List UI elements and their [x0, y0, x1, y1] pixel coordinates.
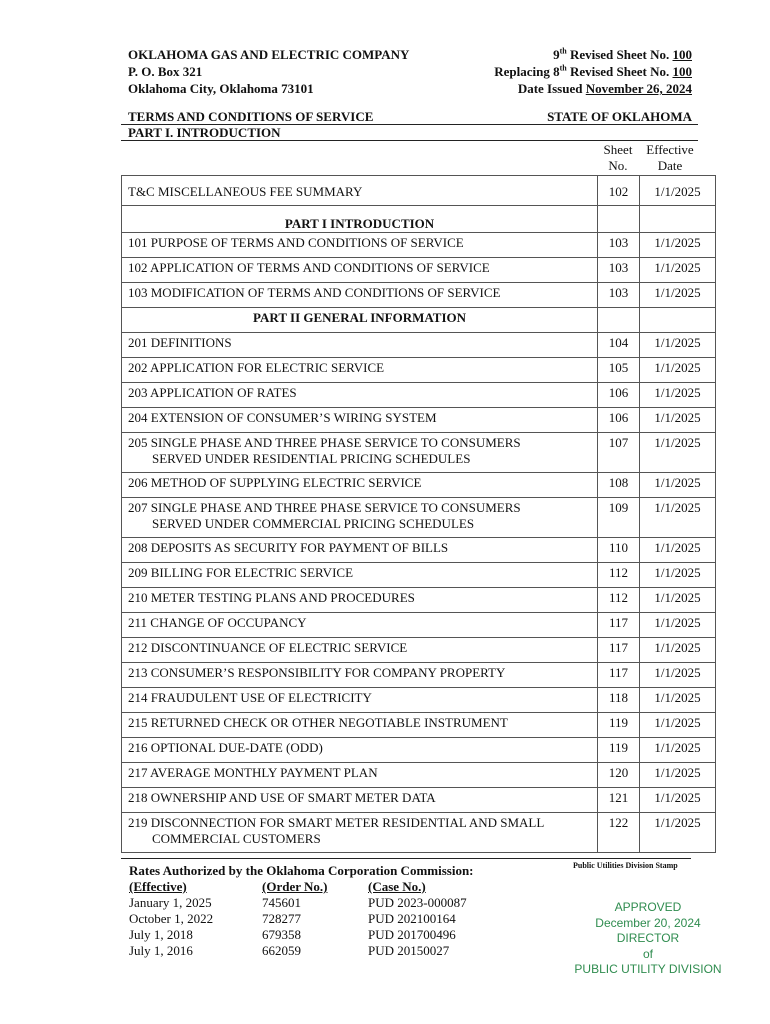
row-title: 101 PURPOSE OF TERMS AND CONDITIONS OF SERVICE [122, 233, 598, 258]
row-title: 208 DEPOSITS AS SECURITY FOR PAYMENT OF BILLS [122, 538, 598, 563]
sheet-column-header: Sheet No. [603, 142, 633, 173]
table-row [122, 333, 716, 358]
table-row [122, 358, 716, 383]
rates-order-header: (Order No.) [262, 879, 328, 894]
part2-heading: PART II GENERAL INFORMATION [122, 308, 598, 333]
part-title: PART I. INTRODUCTION [128, 125, 281, 140]
row-title: T&C MISCELLANEOUS FEE SUMMARY [122, 176, 598, 206]
table-row [122, 563, 716, 588]
footer-divider [121, 858, 691, 859]
row-sheet: 104 [598, 333, 640, 358]
row-sheet: 117 [598, 638, 640, 663]
row-date: 1/1/2025 [640, 333, 716, 358]
company-name: OKLAHOMA GAS AND ELECTRIC COMPANY [128, 47, 410, 62]
row-title: 211 CHANGE OF OCCUPANCY [122, 613, 598, 638]
row-title: 215 RETURNED CHECK OR OTHER NEGOTIABLE INSTRUMENT [122, 713, 598, 738]
table-row [122, 283, 716, 308]
row-title: 205 SINGLE PHASE AND THREE PHASE SERVICE TO CONSUMERS SERVED UNDER RESIDENTIAL PRICING SCHEDULES [122, 433, 598, 473]
row-title: 203 APPLICATION OF RATES [122, 383, 598, 408]
company-block [128, 46, 409, 97]
row-date: 1/1/2025 [640, 383, 716, 408]
row-sheet: 103 [598, 233, 640, 258]
row-sheet: 119 [598, 713, 640, 738]
rates-order-column: (Order No.) 745601 728277 679358 662059 [262, 879, 328, 958]
row-date: 1/1/2025 [640, 176, 716, 206]
table-row [122, 713, 716, 738]
row-sheet: 120 [598, 763, 640, 788]
row-sheet: 103 [598, 258, 640, 283]
row-title: 218 OWNERSHIP AND USE OF SMART METER DATA [122, 788, 598, 813]
row-sheet: 110 [598, 538, 640, 563]
row-title: 207 SINGLE PHASE AND THREE PHASE SERVICE TO CONSUMERS SERVED UNDER COMMERCIAL PRICING SCHEDULES [122, 498, 598, 538]
row-date: 1/1/2025 [640, 713, 716, 738]
table-row [122, 688, 716, 713]
row-sheet: 121 [598, 788, 640, 813]
row-sheet: 112 [598, 563, 640, 588]
date-issued-line: Date Issued November 26, 2024 [517, 81, 692, 96]
state-title: STATE OF OKLAHOMA [547, 109, 692, 124]
table-row [122, 638, 716, 663]
sheet-info-block [494, 46, 692, 97]
table-row [122, 663, 716, 688]
table-row [122, 498, 716, 538]
row-title: 214 FRAUDULENT USE OF ELECTRICITY [122, 688, 598, 713]
row-date: 1/1/2025 [640, 763, 716, 788]
row-sheet: 103 [598, 283, 640, 308]
row-date: 1/1/2025 [640, 358, 716, 383]
row-sheet: 107 [598, 433, 640, 473]
row-sheet: 108 [598, 473, 640, 498]
table-row [122, 763, 716, 788]
row-date: 1/1/2025 [640, 688, 716, 713]
row-sheet: 117 [598, 613, 640, 638]
row-title: 213 CONSUMER’S RESPONSIBILITY FOR COMPANY PROPERTY [122, 663, 598, 688]
contents-table [121, 175, 716, 853]
table-row [122, 788, 716, 813]
row-sheet: 105 [598, 358, 640, 383]
section-heading-row [122, 206, 716, 233]
row-date: 1/1/2025 [640, 638, 716, 663]
company-po-box: P. O. Box 321 [128, 64, 203, 79]
row-sheet: 102 [598, 176, 640, 206]
table-row [122, 538, 716, 563]
row-title: 212 DISCONTINUANCE OF ELECTRIC SERVICE [122, 638, 598, 663]
row-sheet: 109 [598, 498, 640, 538]
header-divider-2 [121, 140, 698, 141]
replacing-sheet-line: Replacing 8th Revised Sheet No. 100 [494, 63, 692, 79]
row-title: 219 DISCONNECTION FOR SMART METER RESIDENTIAL AND SMALL COMMERCIAL CUSTOMERS [122, 813, 598, 853]
row-title: 202 APPLICATION FOR ELECTRIC SERVICE [122, 358, 598, 383]
row-title: 103 MODIFICATION OF TERMS AND CONDITIONS OF SERVICE [122, 283, 598, 308]
table-row [122, 383, 716, 408]
row-date: 1/1/2025 [640, 813, 716, 853]
rates-case-column: (Case No.) PUD 2023-000087 PUD 202100164 PUD 201700496 PUD 20150027 [368, 879, 467, 958]
row-title: 217 AVERAGE MONTHLY PAYMENT PLAN [122, 763, 598, 788]
table-row [122, 233, 716, 258]
row-date: 1/1/2025 [640, 498, 716, 538]
row-sheet: 122 [598, 813, 640, 853]
row-date: 1/1/2025 [640, 663, 716, 688]
row-title: 210 METER TESTING PLANS AND PROCEDURES [122, 588, 598, 613]
stamp-label: Public Utilities Division Stamp [573, 861, 678, 870]
section-heading-row [122, 308, 716, 333]
date-issued-value: November 26, 2024 [585, 81, 692, 96]
row-title: 201 DEFINITIONS [122, 333, 598, 358]
row-date: 1/1/2025 [640, 433, 716, 473]
revised-sheet-line: 9th Revised Sheet No. 100 [553, 46, 692, 62]
row-sheet: 119 [598, 738, 640, 763]
row-title: 206 METHOD OF SUPPLYING ELECTRIC SERVICE [122, 473, 598, 498]
table-row [122, 588, 716, 613]
rates-title: Rates Authorized by the Oklahoma Corporation Commission: [129, 863, 474, 878]
part1-heading: PART I INTRODUCTION [122, 206, 598, 233]
rates-case-header: (Case No.) [368, 879, 426, 894]
effective-column-header: Effective Date [646, 142, 694, 173]
table-row [122, 176, 716, 206]
row-date: 1/1/2025 [640, 538, 716, 563]
row-date: 1/1/2025 [640, 283, 716, 308]
table-row [122, 613, 716, 638]
table-row [122, 473, 716, 498]
row-sheet: 118 [598, 688, 640, 713]
row-title: 216 OPTIONAL DUE-DATE (ODD) [122, 738, 598, 763]
row-date: 1/1/2025 [640, 788, 716, 813]
row-sheet: 106 [598, 383, 640, 408]
row-sheet: 112 [598, 588, 640, 613]
table-row [122, 813, 716, 853]
table-row [122, 258, 716, 283]
row-title: 204 EXTENSION OF CONSUMER’S WIRING SYSTEM [122, 408, 598, 433]
rates-effective-header: (Effective) [129, 879, 187, 894]
company-city: Oklahoma City, Oklahoma 73101 [128, 81, 314, 96]
sheet-number: 100 [672, 47, 692, 62]
row-sheet: 117 [598, 663, 640, 688]
row-date: 1/1/2025 [640, 563, 716, 588]
row-title: 209 BILLING FOR ELECTRIC SERVICE [122, 563, 598, 588]
row-date: 1/1/2025 [640, 258, 716, 283]
replaced-sheet-number: 100 [672, 64, 692, 79]
terms-title: TERMS AND CONDITIONS OF SERVICE [128, 109, 374, 124]
table-row [122, 738, 716, 763]
row-date: 1/1/2025 [640, 473, 716, 498]
row-sheet: 106 [598, 408, 640, 433]
row-date: 1/1/2025 [640, 233, 716, 258]
approval-stamp: APPROVED December 20, 2024 DIRECTOR of PUBLIC UTILITY DIVISION [574, 900, 722, 976]
row-title: 102 APPLICATION OF TERMS AND CONDITIONS OF SERVICE [122, 258, 598, 283]
row-date: 1/1/2025 [640, 408, 716, 433]
row-date: 1/1/2025 [640, 588, 716, 613]
row-date: 1/1/2025 [640, 613, 716, 638]
table-row [122, 408, 716, 433]
table-row [122, 433, 716, 473]
rates-effective-column: (Effective) January 1, 2025 October 1, 2022 July 1, 2018 July 1, 2016 [129, 879, 214, 958]
row-date: 1/1/2025 [640, 738, 716, 763]
